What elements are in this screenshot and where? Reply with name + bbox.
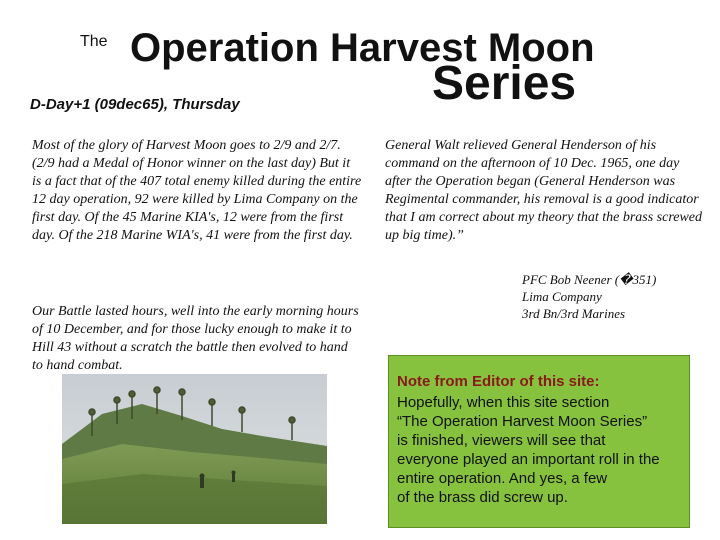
page-title: Operation Harvest Moon	[130, 26, 595, 70]
editor-note-line: Hopefully, when this site section	[397, 394, 610, 411]
left-paragraph-1: Most of the glory of Harvest Moon goes to 2/9 and 2/7. (2/9 had a Medal of Honor winner on the last day) But it is a fact that of the 407 total enemy killed during the entire 12 day operation, 92 were killed by Lima Company on the first day. Of the 45 Marine KIA's, 12 were from the first day. Of the 218 Marine WIA's, 41 were from the first day.	[32, 138, 362, 243]
left-paragraph-2: Our Battle lasted hours, well into the early morning hours of 10 December, and for those lucky enough to make it to Hill 43 without a scratch the battle then evolved to hand to hand combat.	[32, 304, 359, 373]
signature-name: PFC Bob Neener (�351)	[522, 272, 657, 287]
editor-note-title: Note from Editor of this site:	[397, 373, 600, 390]
series-label: Series	[432, 57, 577, 110]
editor-note-line: entire operation. And yes, a few	[397, 470, 608, 487]
battlefield-photo	[62, 374, 327, 524]
signature-block	[522, 271, 712, 322]
editor-note-body	[397, 393, 687, 507]
signature-unit: Lima Company	[522, 289, 602, 304]
title-prefix: The	[80, 33, 108, 50]
editor-note-line: everyone played an important roll in the	[397, 451, 660, 468]
signature-battalion: 3rd Bn/3rd Marines	[522, 306, 626, 321]
editor-note-line: is finished, viewers will see that	[397, 432, 606, 449]
editor-note-line: of the brass did screw up.	[397, 489, 568, 506]
editor-note-line: “The Operation Harvest Moon Series”	[397, 413, 648, 430]
right-paragraph-1: General Walt relieved General Henderson of his command on the afternoon of 10 Dec. 1965, one day after the Operation began (General Henderson was Regimental commander, his removal is a good indicator that I am correct about my theory that the brass screwed up big time).”	[385, 138, 703, 243]
date-subtitle: D-Day+1 (09dec65), Thursday	[30, 96, 240, 113]
